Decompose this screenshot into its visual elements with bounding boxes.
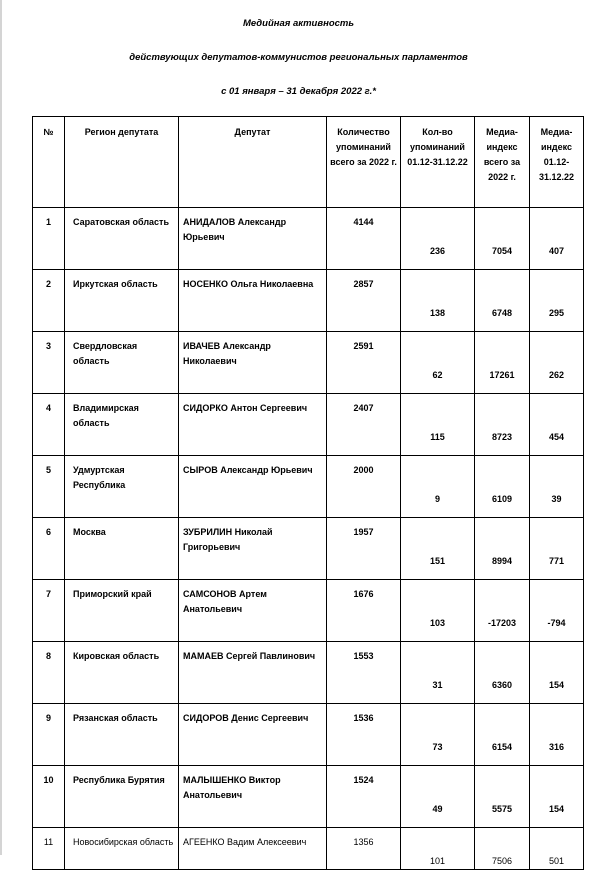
header-period: с 01 января – 31 декабря 2022 г.* xyxy=(221,86,376,97)
cell-mentions-december: 9 xyxy=(401,456,475,518)
cell-region: Рязанская область xyxy=(65,704,179,766)
table-row xyxy=(33,766,584,828)
cell-region: Саратовская область xyxy=(65,208,179,270)
cell-mentions-december: 49 xyxy=(401,766,475,828)
cell-index-december: 501 xyxy=(530,828,584,870)
column-header-mentions-total: Количество упоминаний всего за 2022 г. xyxy=(327,117,401,208)
table-row xyxy=(33,208,584,270)
table-row xyxy=(33,332,584,394)
cell-number: 3 xyxy=(33,332,65,394)
table-row xyxy=(33,642,584,704)
cell-index-total: 8994 xyxy=(475,518,530,580)
header-title: Медийная активность xyxy=(242,18,355,29)
cell-mentions-december: 236 xyxy=(401,208,475,270)
cell-region: Новосибирская область xyxy=(65,828,179,870)
cell-mentions-december: 103 xyxy=(401,580,475,642)
cell-mentions-total: 2000 xyxy=(327,456,401,518)
cell-region: Москва xyxy=(65,518,179,580)
cell-index-total: 6748 xyxy=(475,270,530,332)
cell-index-total: 7054 xyxy=(475,208,530,270)
cell-deputy: СИДОРКО Антон Сергеевич xyxy=(179,394,327,456)
cell-mentions-december: 101 xyxy=(401,828,475,870)
cell-region: Приморский край xyxy=(65,580,179,642)
cell-index-december: 262 xyxy=(530,332,584,394)
column-header-mentions-december: Кол-во упоминаний 01.12-31.12.22 xyxy=(401,117,475,208)
deputies-media-table xyxy=(32,116,584,870)
cell-region: Удмуртская Республика xyxy=(65,456,179,518)
cell-index-december: -794 xyxy=(530,580,584,642)
cell-number: 9 xyxy=(33,704,65,766)
cell-mentions-december: 115 xyxy=(401,394,475,456)
cell-index-total: 17261 xyxy=(475,332,530,394)
cell-region: Кировская область xyxy=(65,642,179,704)
cell-deputy: ЗУБРИЛИН Николай Григорьевич xyxy=(179,518,327,580)
cell-mentions-total: 2407 xyxy=(327,394,401,456)
cell-region: Свердловская область xyxy=(65,332,179,394)
cell-region: Иркутская область xyxy=(65,270,179,332)
cell-number: 7 xyxy=(33,580,65,642)
cell-mentions-total: 1676 xyxy=(327,580,401,642)
cell-mentions-december: 31 xyxy=(401,642,475,704)
column-header-index-december: Медиа-индекс 01.12-31.12.22 xyxy=(530,117,584,208)
cell-deputy: АНИДАЛОВ Александр Юрьевич xyxy=(179,208,327,270)
column-header-number: № xyxy=(33,117,65,208)
cell-number: 10 xyxy=(33,766,65,828)
cell-index-december: 407 xyxy=(530,208,584,270)
cell-number: 4 xyxy=(33,394,65,456)
cell-region: Республика Бурятия xyxy=(65,766,179,828)
cell-index-total: 7506 xyxy=(475,828,530,870)
cell-number: 6 xyxy=(33,518,65,580)
cell-index-december: 316 xyxy=(530,704,584,766)
cell-mentions-total: 1356 xyxy=(327,828,401,870)
table-body xyxy=(33,208,584,870)
cell-mentions-total: 1536 xyxy=(327,704,401,766)
cell-number: 5 xyxy=(33,456,65,518)
cell-number: 8 xyxy=(33,642,65,704)
cell-index-total: 8723 xyxy=(475,394,530,456)
cell-mentions-total: 2857 xyxy=(327,270,401,332)
cell-deputy: СЫРОВ Александр Юрьевич xyxy=(179,456,327,518)
column-header-region: Регион депутата xyxy=(65,117,179,208)
cell-index-total: 6360 xyxy=(475,642,530,704)
table-row xyxy=(33,518,584,580)
table-row xyxy=(33,394,584,456)
cell-deputy: АГЕЕНКО Вадим Алексеевич xyxy=(179,828,327,870)
cell-index-december: 454 xyxy=(530,394,584,456)
cell-mentions-december: 73 xyxy=(401,704,475,766)
cell-number: 1 xyxy=(33,208,65,270)
cell-mentions-total: 1553 xyxy=(327,642,401,704)
cell-index-total: 6109 xyxy=(475,456,530,518)
cell-mentions-total: 1524 xyxy=(327,766,401,828)
cell-deputy: МАМАЕВ Сергей Павлинович xyxy=(179,642,327,704)
cell-number: 11 xyxy=(33,828,65,870)
cell-mentions-december: 62 xyxy=(401,332,475,394)
table-row xyxy=(33,828,584,870)
cell-index-total: 6154 xyxy=(475,704,530,766)
cell-mentions-total: 4144 xyxy=(327,208,401,270)
table-row xyxy=(33,456,584,518)
cell-deputy: МАЛЫШЕНКО Виктор Анатольевич xyxy=(179,766,327,828)
table-row xyxy=(33,704,584,766)
cell-deputy: САМСОНОВ Артем Анатольевич xyxy=(179,580,327,642)
cell-mentions-total: 2591 xyxy=(327,332,401,394)
cell-index-december: 39 xyxy=(530,456,584,518)
cell-index-december: 154 xyxy=(530,642,584,704)
table-row xyxy=(33,580,584,642)
cell-index-december: 154 xyxy=(530,766,584,828)
cell-index-december: 771 xyxy=(530,518,584,580)
cell-index-december: 295 xyxy=(530,270,584,332)
cell-mentions-december: 151 xyxy=(401,518,475,580)
table-header-row xyxy=(33,117,584,208)
page-left-border xyxy=(0,0,2,855)
cell-mentions-total: 1957 xyxy=(327,518,401,580)
cell-deputy: ИВАЧЕВ Александр Николаевич xyxy=(179,332,327,394)
column-header-index-total: Медиа-индекс всего за 2022 г. xyxy=(475,117,530,208)
table-row xyxy=(33,270,584,332)
cell-mentions-december: 138 xyxy=(401,270,475,332)
cell-number: 2 xyxy=(33,270,65,332)
cell-index-total: 5575 xyxy=(475,766,530,828)
cell-deputy: СИДОРОВ Денис Сергеевич xyxy=(179,704,327,766)
cell-region: Владимирская область xyxy=(65,394,179,456)
column-header-deputy: Депутат xyxy=(179,117,327,208)
cell-deputy: НОСЕНКО Ольга Николаевна xyxy=(179,270,327,332)
cell-index-total: -17203 xyxy=(475,580,530,642)
header-subtitle: действующих депутатов-коммунистов региональных парламентов xyxy=(129,52,468,63)
